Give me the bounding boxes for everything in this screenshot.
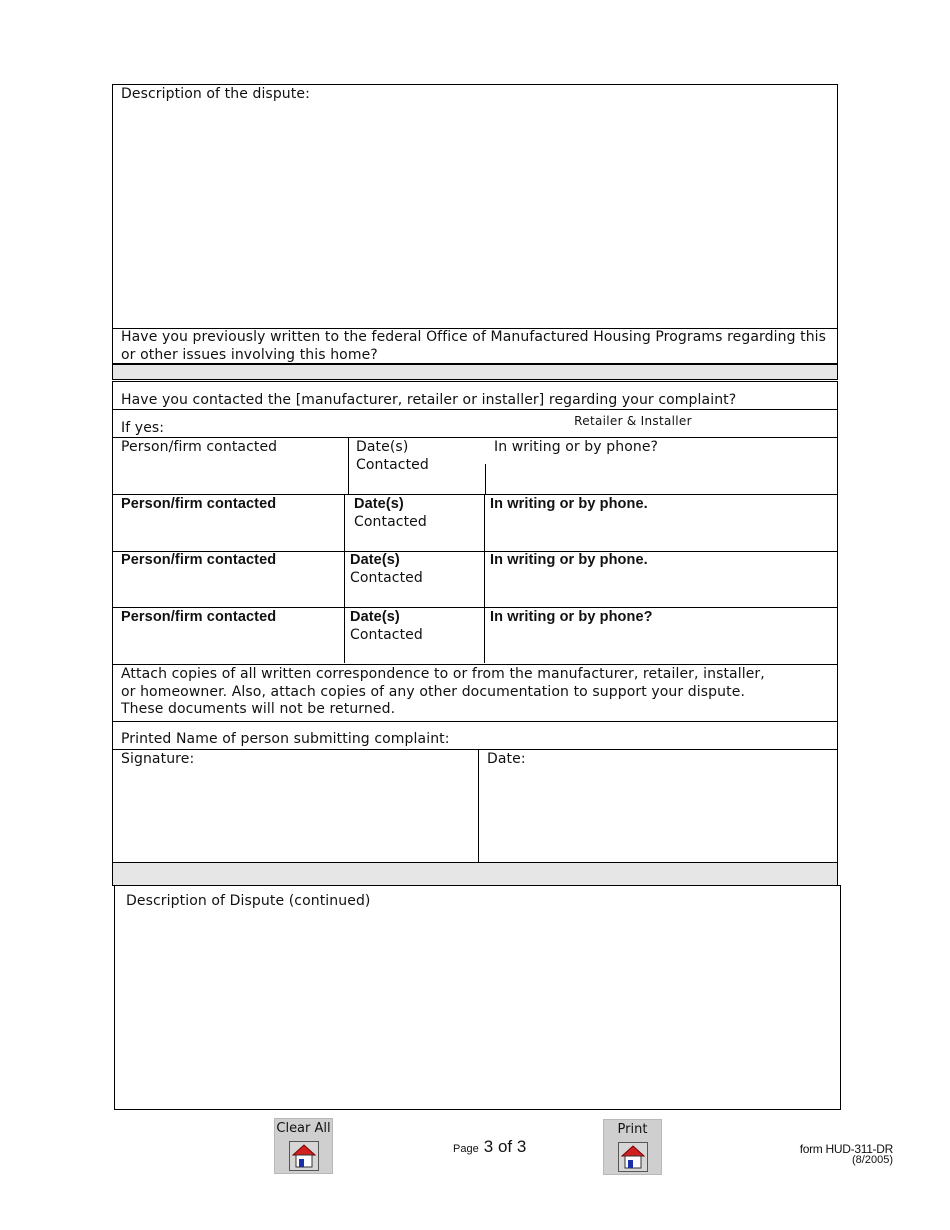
if-yes-box bbox=[112, 409, 838, 438]
contact-1-method-label: In writing or by phone? bbox=[494, 439, 659, 455]
contact-3-date-label-2: Contacted bbox=[350, 570, 423, 586]
contact-2-date-field[interactable] bbox=[347, 533, 481, 549]
printed-name-label: Printed Name of person submitting complaint: bbox=[121, 731, 450, 747]
contact-2-date-label: Date(s) bbox=[354, 496, 404, 512]
contact-4-method-label: In writing or by phone? bbox=[490, 609, 653, 625]
contact-1-date-field[interactable] bbox=[351, 476, 483, 492]
signature-date-box bbox=[112, 749, 838, 863]
contact-2-method-field[interactable] bbox=[487, 516, 835, 549]
dispute-continued-field[interactable] bbox=[119, 914, 836, 1106]
contacted-box bbox=[112, 381, 838, 410]
contact-3-date-field[interactable] bbox=[347, 589, 481, 605]
date-label: Date: bbox=[487, 751, 526, 767]
signature-label: Signature: bbox=[121, 751, 195, 767]
separator-bar bbox=[112, 364, 838, 380]
page-number: 3 of 3 bbox=[483, 1137, 527, 1156]
contact-2-person-label: Person/firm contacted bbox=[121, 496, 277, 512]
signature-field[interactable] bbox=[117, 770, 473, 858]
printed-name-box bbox=[112, 721, 838, 750]
contact-1-person-label: Person/firm contacted bbox=[121, 439, 278, 455]
contact-3-method-field[interactable] bbox=[487, 572, 835, 605]
contact-3-method-label: In writing or by phone. bbox=[490, 552, 648, 568]
form-date: (8/2005) bbox=[852, 1154, 893, 1166]
clear-all-button[interactable] bbox=[274, 1118, 333, 1174]
contact-2-method-label: In writing or by phone. bbox=[490, 496, 648, 512]
print-label: Print bbox=[617, 1122, 648, 1137]
dispute-continued-label: Description of Dispute (continued) bbox=[126, 893, 371, 909]
contact-4-method-field[interactable] bbox=[487, 629, 835, 662]
if-yes-label: If yes: bbox=[121, 420, 165, 436]
page-indicator bbox=[453, 1137, 526, 1157]
print-button[interactable] bbox=[603, 1119, 662, 1175]
contact-1-date-label: Date(s) bbox=[356, 439, 409, 455]
contact-1-date-label-2: Contacted bbox=[356, 457, 429, 473]
date-field[interactable] bbox=[483, 770, 833, 858]
contact-3-date-label: Date(s) bbox=[350, 552, 400, 568]
page-prefix: Page bbox=[453, 1143, 479, 1155]
contacts-table bbox=[112, 437, 838, 665]
contact-3-person-label: Person/firm contacted bbox=[121, 552, 277, 568]
house-icon bbox=[289, 1141, 319, 1171]
attach-note-text: Attach copies of all written correspondence to or from the manufacturer, retailer, installer, or homeowner. Also, attach copies of any other documentation to support your dispute. These documents will not be returned. bbox=[121, 666, 765, 717]
contact-1-method-field[interactable] bbox=[489, 458, 835, 492]
contact-4-date-label-2: Contacted bbox=[350, 627, 423, 643]
contact-4-person-field[interactable] bbox=[117, 629, 341, 662]
contact-4-person-label: Person/firm contacted bbox=[121, 609, 277, 625]
contact-4-date-label: Date(s) bbox=[350, 609, 400, 625]
previously-written-question: Have you previously written to the federal Office of Manufactured Housing Programs regarding this or other issues involving this home? bbox=[121, 329, 827, 363]
house-icon bbox=[618, 1142, 648, 1172]
contact-1-person-field[interactable] bbox=[117, 458, 345, 492]
contact-4-date-field[interactable] bbox=[347, 646, 481, 662]
clear-all-label: Clear All bbox=[276, 1121, 331, 1136]
contact-2-person-field[interactable] bbox=[117, 516, 341, 549]
contact-2-date-label-2: Contacted bbox=[354, 514, 427, 530]
form-id: form HUD-311-DR bbox=[799, 1142, 893, 1156]
dispute-continued-box bbox=[114, 885, 841, 1110]
separator-bar-2 bbox=[112, 862, 838, 886]
previously-written-box bbox=[112, 328, 838, 364]
if-yes-field[interactable]: Retailer & Installer bbox=[574, 414, 692, 428]
dispute-description-box bbox=[112, 84, 838, 329]
contact-3-person-field[interactable] bbox=[117, 572, 341, 605]
dispute-description-field[interactable] bbox=[117, 105, 833, 325]
printed-name-field[interactable] bbox=[443, 726, 833, 748]
dispute-description-label: Description of the dispute: bbox=[121, 86, 310, 102]
contacted-question: Have you contacted the [manufacturer, retailer or installer] regarding your complaint? bbox=[121, 392, 737, 408]
attach-note-box bbox=[112, 664, 838, 722]
